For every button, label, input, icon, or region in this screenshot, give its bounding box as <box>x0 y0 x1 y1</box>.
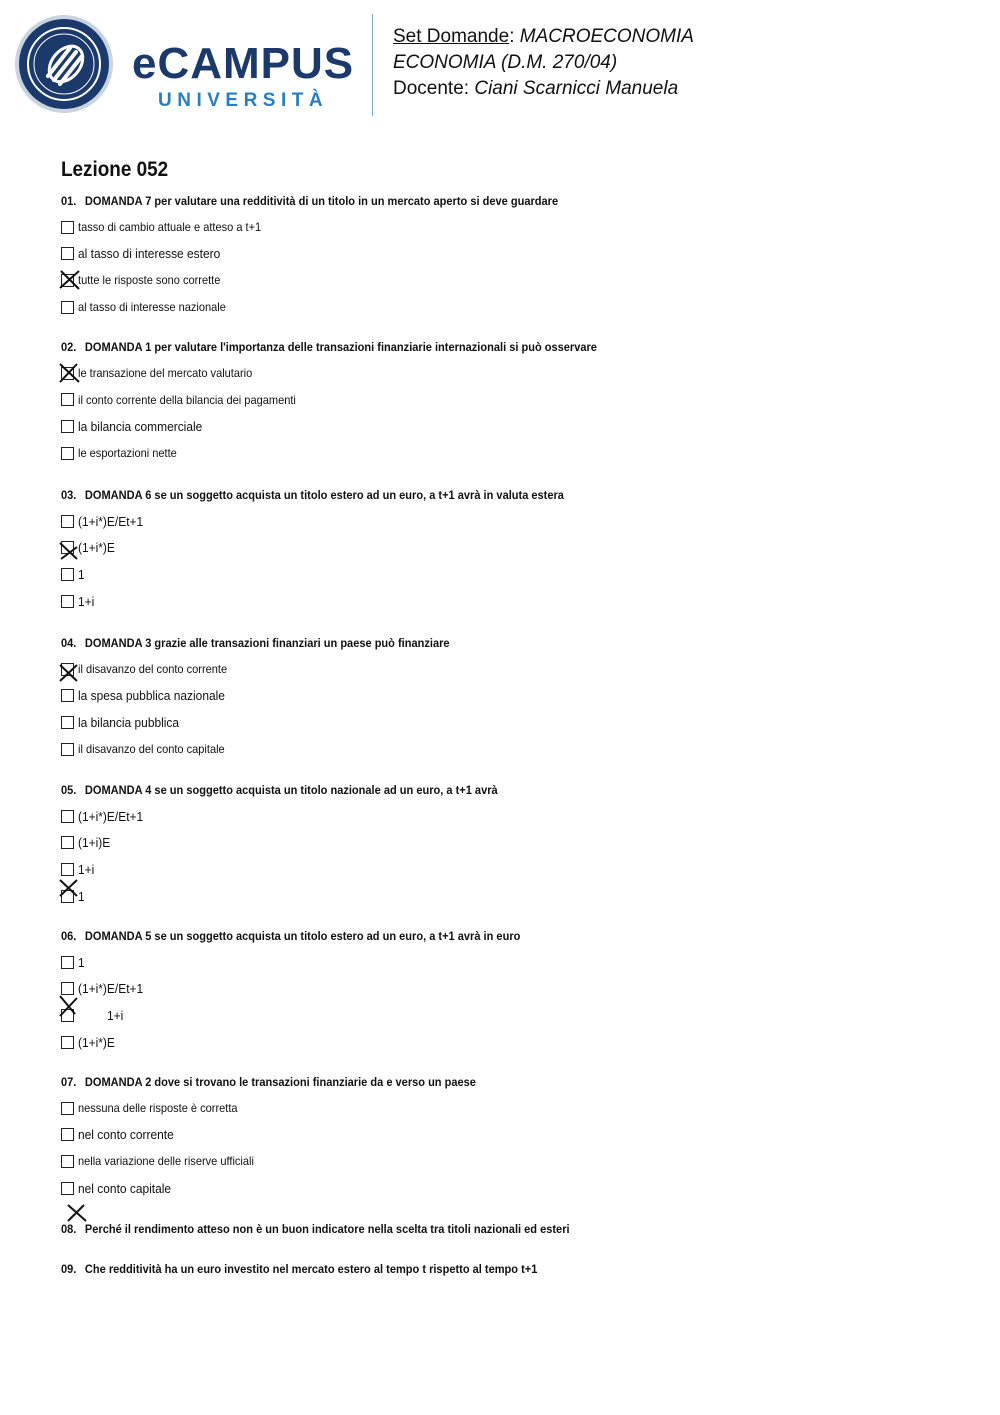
question-text: DOMANDA 7 per valutare una redditività di un titolo in un mercato aperto si deve guardare <box>84 194 559 208</box>
option-label: 1 <box>78 888 85 904</box>
checkbox[interactable] <box>61 1155 74 1168</box>
answer-option[interactable] <box>61 856 536 883</box>
ecampus-logo-icon <box>14 14 114 114</box>
answer-option[interactable] <box>61 440 644 467</box>
answer-option[interactable] <box>61 387 644 414</box>
option-label: la spesa pubblica nazionale <box>78 688 225 704</box>
question-06 <box>61 928 560 1055</box>
checkbox[interactable] <box>61 956 74 969</box>
answer-option[interactable] <box>61 949 560 976</box>
checkbox[interactable] <box>61 890 74 903</box>
question-09 <box>61 1261 579 1277</box>
answer-option[interactable] <box>61 883 536 910</box>
answer-option[interactable] <box>61 214 601 241</box>
checkbox[interactable] <box>61 541 74 554</box>
set-value-line2: ECONOMIA (D.M. 270/04) <box>393 52 618 73</box>
option-label: 1+i <box>78 593 95 609</box>
checkbox[interactable] <box>61 743 74 756</box>
checkbox[interactable] <box>61 595 74 608</box>
checkbox[interactable] <box>61 663 74 676</box>
question-number: 01. <box>61 194 77 208</box>
answer-option[interactable] <box>61 1002 560 1029</box>
answer-option[interactable] <box>61 830 536 857</box>
set-label: Set Domande <box>393 26 510 47</box>
question-text: DOMANDA 5 se un soggetto acquista un titolo estero ad un euro, a t+1 avrà in euro <box>84 929 521 943</box>
option-label: (1+i*)E/Et+1 <box>78 981 144 997</box>
option-label: 1 <box>78 566 85 582</box>
checkbox[interactable] <box>61 301 74 314</box>
checkbox[interactable] <box>61 515 74 528</box>
checkbox[interactable] <box>61 689 74 702</box>
checkbox[interactable] <box>61 447 74 460</box>
answer-option[interactable] <box>61 683 483 710</box>
option-label: 1+i <box>107 1007 124 1023</box>
question-number: 08. <box>61 1222 77 1236</box>
checkbox[interactable] <box>61 810 74 823</box>
checkbox[interactable] <box>61 1009 74 1022</box>
question-number: 05. <box>61 783 77 797</box>
question-text: DOMANDA 4 se un soggetto acquista un titolo nazionale ad un euro, a t+1 avrà <box>84 783 498 797</box>
checkbox[interactable] <box>61 1128 74 1141</box>
question-02 <box>61 339 644 466</box>
checkbox[interactable] <box>61 836 74 849</box>
option-label: (1+i)E <box>78 835 111 851</box>
answer-option[interactable] <box>61 1095 512 1122</box>
option-label: nessuna delle risposte è corretta <box>78 1101 238 1116</box>
answer-option[interactable] <box>61 267 601 294</box>
answer-option[interactable] <box>61 803 536 830</box>
checkbox[interactable] <box>61 1182 74 1195</box>
question-text: DOMANDA 3 grazie alle transazioni finanziari un paese può finanziare <box>84 636 450 650</box>
question-01 <box>61 193 601 320</box>
option-label: al tasso di interesse nazionale <box>78 300 226 315</box>
option-label: nella variazione delle riserve ufficiali <box>78 1154 254 1169</box>
header-divider <box>372 14 373 116</box>
checkbox[interactable] <box>61 367 74 380</box>
option-label: (1+i*)E/Et+1 <box>78 808 144 824</box>
question-text: DOMANDA 6 se un soggetto acquista un titolo estero ad un euro, a t+1 avrà in valuta estera <box>84 488 564 502</box>
checkbox[interactable] <box>61 568 74 581</box>
option-label: le esportazioni nette <box>78 446 177 461</box>
option-label: il disavanzo del conto corrente <box>78 662 228 677</box>
option-label: il conto corrente della bilancia dei pagamenti <box>78 392 296 407</box>
question-05 <box>61 782 536 909</box>
checkbox[interactable] <box>61 716 74 729</box>
answer-option[interactable] <box>61 535 608 562</box>
option-label: (1+i*)E <box>78 1034 115 1050</box>
checkbox[interactable] <box>61 393 74 406</box>
question-text: Perché il rendimento atteso non è un buon indicatore nella scelta tra titoli nazionali ed esteri <box>84 1222 570 1236</box>
answer-option[interactable] <box>61 508 608 535</box>
checkbox[interactable] <box>61 863 74 876</box>
header-info: Set Domande: MACROECONOMIA ECONOMIA (D.M. 270/04) Docente: Ciani Scarnicci Manuela <box>393 26 694 99</box>
ecampus-wordmark <box>132 39 355 112</box>
question-text: DOMANDA 1 per valutare l'importanza delle transazioni finanziarie internazionali si può osservare <box>84 340 597 354</box>
answer-option[interactable] <box>61 656 483 683</box>
option-label: al tasso di interesse estero <box>78 246 221 262</box>
checkbox[interactable] <box>61 247 74 260</box>
question-number: 07. <box>61 1075 77 1089</box>
option-label: (1+i*)E/Et+1 <box>78 513 144 529</box>
question-03 <box>61 487 608 614</box>
option-label: 1 <box>78 954 85 970</box>
question-04 <box>61 635 483 762</box>
logo-main-text: eCAMPUS <box>132 39 355 88</box>
answer-option[interactable] <box>61 736 483 763</box>
question-number: 09. <box>61 1262 77 1276</box>
option-label: nel conto capitale <box>78 1180 172 1196</box>
option-label: la bilancia commerciale <box>78 418 203 434</box>
option-label: il disavanzo del conto capitale <box>78 742 225 757</box>
lesson-title: Lezione 052 <box>61 158 169 181</box>
answer-option[interactable] <box>61 1122 512 1149</box>
question-number: 02. <box>61 340 77 354</box>
teacher-value: Ciani Scarnicci Manuela <box>474 78 679 99</box>
checked-x-icon <box>66 1203 88 1223</box>
set-value-line1: MACROECONOMIA <box>519 26 694 47</box>
answer-option[interactable] <box>61 1175 512 1202</box>
logo-sub-text: UNIVERSITÀ <box>158 90 329 111</box>
checkbox[interactable] <box>61 274 74 287</box>
answer-option[interactable] <box>61 241 601 268</box>
option-label: 1+i <box>78 861 95 877</box>
question-08 <box>61 1221 614 1237</box>
answer-option[interactable] <box>61 1029 560 1056</box>
question-number: 04. <box>61 636 77 650</box>
answer-option[interactable] <box>61 709 483 736</box>
option-label: tasso di cambio attuale e atteso a t+1 <box>78 220 262 235</box>
answer-option[interactable] <box>61 413 644 440</box>
answer-option[interactable] <box>61 976 560 1003</box>
question-07 <box>61 1074 512 1201</box>
checkbox[interactable] <box>61 420 74 433</box>
answer-option[interactable] <box>61 294 601 321</box>
option-label: tutte le risposte sono corrette <box>78 273 221 288</box>
answer-option[interactable] <box>61 561 608 588</box>
option-label: nel conto corrente <box>78 1127 174 1143</box>
checkbox[interactable] <box>61 982 74 995</box>
checkbox[interactable] <box>61 1036 74 1049</box>
answer-option[interactable] <box>61 360 644 387</box>
answer-option[interactable] <box>61 588 608 615</box>
question-text: Che redditività ha un euro investito nel mercato estero al tempo t rispetto al tempo t+1 <box>84 1262 538 1276</box>
question-number: 03. <box>61 488 77 502</box>
checkbox[interactable] <box>61 221 74 234</box>
option-label: la bilancia pubblica <box>78 714 180 730</box>
option-label: le transazione del mercato valutario <box>78 366 253 381</box>
question-text: DOMANDA 2 dove si trovano le transazioni finanziarie da e verso un paese <box>84 1075 476 1089</box>
option-label: (1+i*)E <box>78 540 115 556</box>
checkbox[interactable] <box>61 1102 74 1115</box>
answer-option[interactable] <box>61 1148 512 1175</box>
question-number: 06. <box>61 929 77 943</box>
document-header <box>0 0 1000 130</box>
teacher-label: Docente <box>393 78 464 99</box>
